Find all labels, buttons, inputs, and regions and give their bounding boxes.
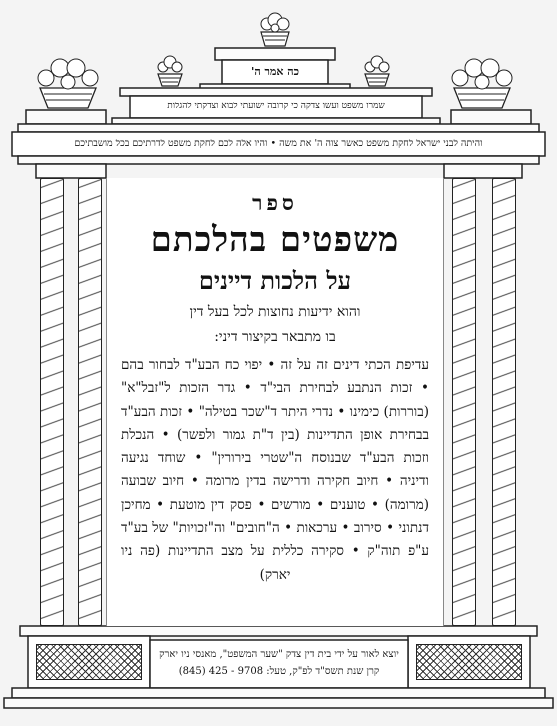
publisher-info: [152, 646, 406, 680]
column-left-inner: [78, 178, 102, 626]
lattice-ornament-right: [416, 644, 522, 680]
flower-basket-icon: [30, 52, 106, 110]
flower-basket-icon: [150, 52, 190, 88]
upper-verse: שמרו משפט ועשו צדקה כי קרובה ישועתי לבוא וצדקתי להגלות: [167, 102, 385, 111]
publisher-line: יוצא לאור על ידי בית דין צדק "שער המשפט", מאנסי ניו יארק: [159, 649, 399, 660]
publisher-contact: קרן שנת תשס"ד לפ"ק, טעל: 9708 - 425 (845): [178, 666, 380, 677]
column-right-outer: [492, 178, 516, 626]
top-plaque: כה אמר ה': [250, 66, 300, 77]
flower-basket-icon: [444, 52, 520, 110]
book-title: משפטים בהלכתם: [150, 220, 400, 260]
title-panel: [106, 178, 444, 626]
book-subtitle: על הלכות דיינים: [198, 266, 352, 295]
contents-intro: בו מתבאר בקיצור דיני:: [214, 329, 336, 345]
flower-basket-icon: [357, 52, 397, 88]
column-right-inner: [452, 178, 476, 626]
contents-list: עדיפת הכתי דינים זה על זה • יפוי כח הבע"ד לבחור בהם • זכות הנתבע לבחירת הבי"ד • גדר הזכות ל"זבל"א" (בוררות) כימינו • נדרי היתר ד"שכר בטילה" • זכות הבע"ד בבחירת אופן התדיינות (בין ד"ת גמור ולפשר) • הנכלת וזכות הבע"ד שבנוסח ה"שטרי בירורין" • שוחד נגיעה ודיניה • חיוב חקירה ודרישה בדין מרומה • חיוב שבועה (מרומה) • טוענים • מורשים • פסק דין מוטעת • מחיכן דנתוני • סירוב • ערכאות • ה"חובים" וה"זכויות" של בע"ד ע"פ תוה"ק • סקירה כללית על מצב התדיינות (פה ניו יארק): [121, 357, 429, 583]
sefer-label: ספר: [252, 190, 298, 215]
description-line: והוא ידיעות נחוצות לכל בעל דין: [189, 304, 361, 320]
lintel-verse: והיתה לבני ישראל לחקת משפט כאשר צוה ה' את משה • והיו אלה לכם לחקת משפט לדרתיכם בכל מושבתיכם: [74, 139, 483, 149]
lattice-ornament-left: [36, 644, 142, 680]
flower-basket-icon: [253, 8, 297, 48]
column-left-outer: [40, 178, 64, 626]
